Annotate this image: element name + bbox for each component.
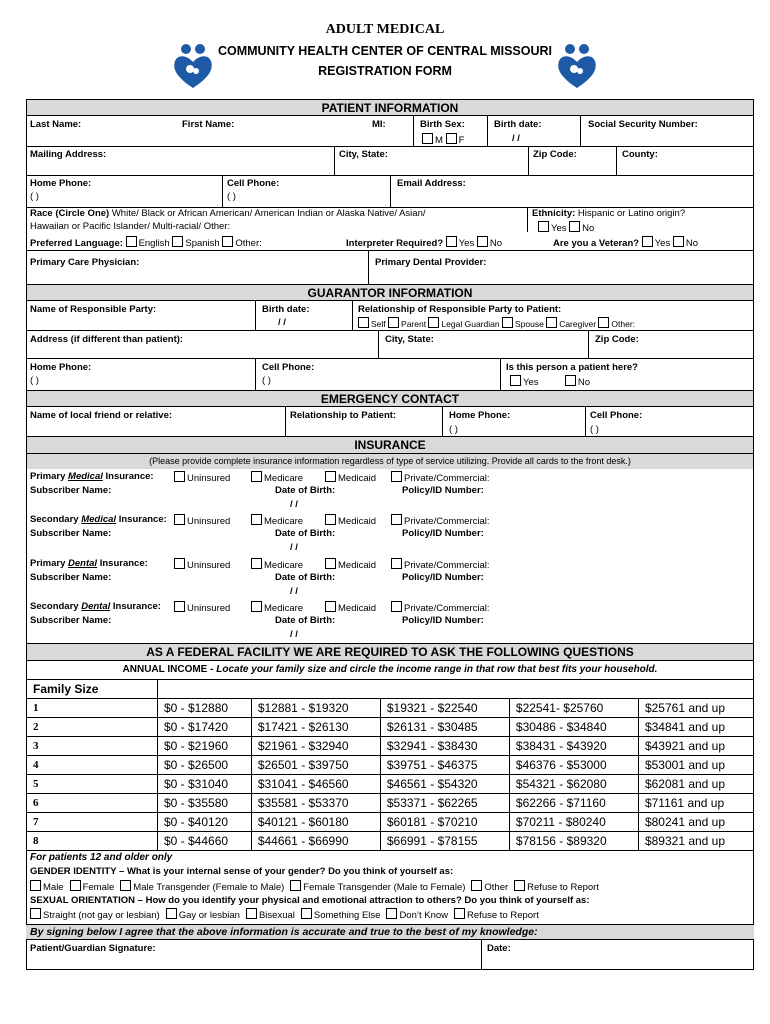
veteran-no-checkbox[interactable] xyxy=(673,236,684,247)
last-name-label: Last Name: xyxy=(30,119,82,130)
insurance-note: (Please provide complete insurance information regardless of type of service utilizing. Provide all cards to the front desk.) xyxy=(26,454,754,469)
signature-label: Patient/Guardian Signature: xyxy=(30,943,156,954)
veteran-yes-checkbox[interactable] xyxy=(642,236,653,247)
income-table xyxy=(26,679,754,851)
mi-label: MI: xyxy=(372,119,386,130)
family-size-cell: 5 xyxy=(27,775,158,794)
table-row xyxy=(27,794,754,813)
orientation-option[interactable]: Gay or lesbian xyxy=(166,910,240,921)
income-range-cell[interactable]: $60181 - $70210 xyxy=(380,813,509,832)
income-range-cell[interactable]: $40121 - $60180 xyxy=(251,813,380,832)
orientation-option[interactable]: Bisexual xyxy=(246,910,295,921)
medicare-option[interactable]: Medicare xyxy=(251,558,303,571)
rel-spouse-checkbox[interactable] xyxy=(502,317,513,328)
first-name-label: First Name: xyxy=(182,119,235,130)
ethnicity-options xyxy=(538,221,594,234)
family-size-cell: 7 xyxy=(27,813,158,832)
guarantor-zip-label: Zip Code: xyxy=(595,334,639,345)
annual-income-line xyxy=(26,661,754,679)
medicaid-checkbox[interactable] xyxy=(325,514,336,525)
patient-here-yes-checkbox[interactable] xyxy=(510,375,521,386)
private-option[interactable]: Private/Commercial: xyxy=(391,471,490,484)
gender-checkbox[interactable] xyxy=(120,880,131,891)
income-range-cell[interactable]: $80241 and up xyxy=(638,813,753,832)
income-range-cell[interactable]: $78156 - $89320 xyxy=(509,832,638,851)
income-range-cell[interactable]: $46561 - $54320 xyxy=(380,775,509,794)
interpreter-no-label: No xyxy=(489,238,503,249)
income-range-cell[interactable]: $12881 - $19320 xyxy=(251,699,380,718)
income-range-cell[interactable]: $22541- $25760 xyxy=(509,699,638,718)
rel-spouse-label: Spouse xyxy=(514,319,544,329)
language-line xyxy=(30,236,262,249)
gender-option[interactable]: Male Transgender (Female to Male) xyxy=(120,882,284,893)
veteran-label: Are you a Veteran? xyxy=(553,238,640,249)
gender-checkbox[interactable] xyxy=(70,880,81,891)
date-label: Date: xyxy=(487,943,511,954)
dob-label: Date of Birth: xyxy=(275,528,336,539)
org-name: COMMUNITY HEALTH CENTER OF CENTRAL MISSOURI xyxy=(217,44,553,58)
gender-question: GENDER IDENTITY – What is your internal sense of your gender? Do you think of yourself as: xyxy=(30,866,454,877)
income-range-cell[interactable]: $0 - $31040 xyxy=(158,775,252,794)
rel-self-checkbox[interactable] xyxy=(358,317,369,328)
table-row xyxy=(27,775,754,794)
section-federal-heading: AS A FEDERAL FACILITY WE ARE REQUIRED TO ASK THE FOLLOWING QUESTIONS xyxy=(26,643,754,661)
orientation-option[interactable]: Don’t Know xyxy=(386,910,448,921)
emergency-cell-paren: ( ) xyxy=(590,424,599,435)
signing-statement: By signing below I agree that the above information is accurate and true to the best of my knowledge: xyxy=(26,924,754,940)
gender-checkbox[interactable] xyxy=(471,880,482,891)
lang-spanish-label: Spanish xyxy=(185,238,220,249)
orientation-checkbox[interactable] xyxy=(30,908,41,919)
income-range-cell[interactable]: $32941 - $38430 xyxy=(380,737,509,756)
income-range-cell[interactable]: $53371 - $62265 xyxy=(380,794,509,813)
gender-options xyxy=(30,880,605,893)
income-range-cell[interactable]: $44661 - $66990 xyxy=(251,832,380,851)
guarantor-cell-paren: ( ) xyxy=(262,375,271,386)
relationship-label: Relationship of Responsible Party to Patient: xyxy=(358,304,562,315)
policy-label: Policy/ID Number: xyxy=(402,528,484,539)
rel-other-checkbox[interactable] xyxy=(598,317,609,328)
zip-label: Zip Code: xyxy=(533,149,577,160)
lang-english-checkbox[interactable] xyxy=(126,236,137,247)
uninsured-checkbox[interactable] xyxy=(174,558,185,569)
gender-checkbox[interactable] xyxy=(290,880,301,891)
form-title: ADULT MEDICAL xyxy=(325,22,445,37)
guarantor-address-label: Address (if different than patient): xyxy=(30,334,184,345)
family-size-cell: 2 xyxy=(27,718,158,737)
interpreter-yes-label: Yes xyxy=(458,238,475,249)
rel-other-label: Other: xyxy=(611,319,636,329)
home-phone-paren: ( ) xyxy=(30,191,39,202)
table-row xyxy=(27,699,754,718)
cell-phone-paren: ( ) xyxy=(227,191,236,202)
rel-guardian-checkbox[interactable] xyxy=(428,317,439,328)
private-option[interactable]: Private/Commercial: xyxy=(391,514,490,527)
ethnicity-yes-label: Yes xyxy=(551,223,567,234)
orientation-option[interactable]: Straight (not gay or lesbian) xyxy=(30,910,160,921)
dob-label: Date of Birth: xyxy=(275,485,336,496)
patient-here-no-label: No xyxy=(577,377,591,388)
table-row xyxy=(27,832,754,851)
income-range-cell[interactable]: $62081 and up xyxy=(638,775,753,794)
interpreter-no-checkbox[interactable] xyxy=(477,236,488,247)
orientation-checkbox[interactable] xyxy=(454,908,465,919)
medicaid-checkbox[interactable] xyxy=(325,558,336,569)
gender-checkbox[interactable] xyxy=(30,880,41,891)
emergency-cell-phone-label: Cell Phone: xyxy=(590,410,643,421)
dob-label: Date of Birth: xyxy=(275,615,336,626)
subscriber-label: Subscriber Name: xyxy=(30,572,112,583)
rel-parent-label: Parent xyxy=(401,319,427,329)
veteran-line xyxy=(553,236,698,249)
mailing-label: Mailing Address: xyxy=(30,149,107,160)
orientation-checkbox[interactable] xyxy=(386,908,397,919)
ssn-label: Social Security Number: xyxy=(588,119,698,130)
private-option[interactable]: Private/Commercial: xyxy=(391,601,490,614)
ethnicity-line xyxy=(532,208,685,219)
section-patient-heading: PATIENT INFORMATION xyxy=(26,99,754,116)
income-range-cell[interactable]: $54321 - $62080 xyxy=(509,775,638,794)
sex-m-label: M xyxy=(435,135,443,146)
medicaid-option[interactable]: Medicaid xyxy=(325,601,376,614)
rel-guardian-label: Legal Guardian xyxy=(441,319,500,329)
medicaid-option[interactable]: Medicaid xyxy=(325,471,376,484)
interpreter-line xyxy=(346,236,502,249)
uninsured-option[interactable]: Uninsured xyxy=(174,471,230,484)
interpreter-yes-checkbox[interactable] xyxy=(446,236,457,247)
income-range-cell[interactable]: $19321 - $22540 xyxy=(380,699,509,718)
subscriber-label: Subscriber Name: xyxy=(30,615,112,626)
family-size-cell: 8 xyxy=(27,832,158,851)
income-range-cell[interactable]: $89321 and up xyxy=(638,832,753,851)
family-size-cell: 1 xyxy=(27,699,158,718)
insurance-type-label: Primary Dental Insurance: xyxy=(30,558,148,569)
patient-here-label: Is this person a patient here? xyxy=(506,362,638,373)
income-range-cell[interactable]: $21961 - $32940 xyxy=(251,737,380,756)
income-range-cell[interactable]: $70211 - $80240 xyxy=(509,813,638,832)
lang-english-label: English xyxy=(138,238,170,249)
medicare-checkbox[interactable] xyxy=(251,514,262,525)
income-range-cell[interactable]: $53001 and up xyxy=(638,756,753,775)
dob-label: Date of Birth: xyxy=(275,572,336,583)
gender-option[interactable]: Female Transgender (Male to Female) xyxy=(290,882,465,893)
private-checkbox[interactable] xyxy=(391,601,402,612)
orientation-checkbox[interactable] xyxy=(301,908,312,919)
medicare-option[interactable]: Medicare xyxy=(251,471,303,484)
guarantor-home-phone-label: Home Phone: xyxy=(30,362,92,373)
race-options-2: Hawaiian or Pacific Islander/ Multi-racial/ Other: xyxy=(30,221,231,232)
guarantor-cell-phone-label: Cell Phone: xyxy=(262,362,315,373)
insurance-type-label: Secondary Dental Insurance: xyxy=(30,601,161,612)
form-subtitle: REGISTRATION FORM xyxy=(318,64,452,78)
pcp-label: Primary Care Physician: xyxy=(30,257,140,268)
income-range-cell[interactable]: $0 - $35580 xyxy=(158,794,252,813)
gender-option[interactable]: Refuse to Report xyxy=(514,882,599,893)
income-range-cell[interactable]: $43921 and up xyxy=(638,737,753,756)
orientation-option[interactable]: Refuse to Report xyxy=(454,910,539,921)
interpreter-label: Interpreter Required? xyxy=(346,238,444,249)
gender-checkbox[interactable] xyxy=(514,880,525,891)
ethnicity-question: Hispanic or Latino origin? xyxy=(577,208,686,219)
sex-f-checkbox[interactable] xyxy=(446,133,457,144)
patient-here-yes-label: Yes xyxy=(523,377,539,388)
lang-other-checkbox[interactable] xyxy=(222,236,233,247)
county-label: County: xyxy=(622,149,658,160)
income-range-cell[interactable]: $0 - $17420 xyxy=(158,718,252,737)
uninsured-option[interactable]: Uninsured xyxy=(174,601,230,614)
private-checkbox[interactable] xyxy=(391,471,402,482)
uninsured-checkbox[interactable] xyxy=(174,601,185,612)
lang-other-label: Other: xyxy=(235,238,262,249)
emergency-home-paren: ( ) xyxy=(449,424,458,435)
income-range-cell[interactable]: $26501 - $39750 xyxy=(251,756,380,775)
city-state-label: City, State: xyxy=(339,149,388,160)
local-friend-label: Name of local friend or relative: xyxy=(30,410,173,421)
lang-spanish-checkbox[interactable] xyxy=(172,236,183,247)
ethnicity-label: Ethnicity: xyxy=(532,208,576,219)
gender-option[interactable]: Female xyxy=(70,882,115,893)
orientation-option[interactable]: Something Else xyxy=(301,910,381,921)
family-size-cell: 3 xyxy=(27,737,158,756)
income-range-cell[interactable]: $66991 - $78155 xyxy=(380,832,509,851)
income-range-cell[interactable]: $0 - $12880 xyxy=(158,699,252,718)
annual-income-label: ANNUAL INCOME - xyxy=(122,664,214,675)
sex-f-label: F xyxy=(458,135,465,146)
table-row xyxy=(27,737,754,756)
income-range-cell[interactable]: $26131 - $30485 xyxy=(380,718,509,737)
table-row xyxy=(27,718,754,737)
private-checkbox[interactable] xyxy=(391,558,402,569)
orientation-question: SEXUAL ORIENTATION – How do you identify your physical and emotional attraction to others? Do you think of yourself as: xyxy=(30,895,590,906)
subscriber-label: Subscriber Name: xyxy=(30,485,112,496)
uninsured-option[interactable]: Uninsured xyxy=(174,558,230,571)
section-guarantor-heading: GUARANTOR INFORMATION xyxy=(26,284,754,301)
ethnicity-no-label: No xyxy=(582,223,595,234)
veteran-yes-label: Yes xyxy=(654,238,671,249)
table-row xyxy=(27,813,754,832)
medicare-checkbox[interactable] xyxy=(251,558,262,569)
income-range-cell[interactable]: $25761 and up xyxy=(638,699,753,718)
rel-parent-checkbox[interactable] xyxy=(388,317,399,328)
family-size-header: Family Size xyxy=(27,680,158,699)
cell-phone-label: Cell Phone: xyxy=(227,178,280,189)
policy-label: Policy/ID Number: xyxy=(402,615,484,626)
guarantor-home-paren: ( ) xyxy=(30,375,39,386)
income-range-cell[interactable]: $0 - $44660 xyxy=(158,832,252,851)
ethnicity-yes-checkbox[interactable] xyxy=(538,221,549,232)
guarantor-birth-slashes: / / xyxy=(278,317,286,328)
birth-date-slashes: / / xyxy=(512,133,520,144)
race-label: Race (Circle One) xyxy=(30,208,110,219)
private-checkbox[interactable] xyxy=(391,514,402,525)
family-size-cell: 4 xyxy=(27,756,158,775)
section-insurance-heading: INSURANCE xyxy=(26,436,754,454)
dob-slashes: / / xyxy=(290,629,298,640)
section-emergency-heading: EMERGENCY CONTACT xyxy=(26,390,754,407)
private-option[interactable]: Private/Commercial: xyxy=(391,558,490,571)
patient-here-options xyxy=(510,375,590,388)
medicaid-option[interactable]: Medicaid xyxy=(325,558,376,571)
sex-options[interactable] xyxy=(422,133,464,146)
email-label: Email Address: xyxy=(397,178,466,189)
sex-m-checkbox[interactable] xyxy=(422,133,433,144)
income-range-cell[interactable]: $17421 - $26130 xyxy=(251,718,380,737)
race-options: White/ Black or African American/ American Indian or Alaska Native/ Asian/ xyxy=(111,208,426,219)
income-range-cell[interactable]: $34841 and up xyxy=(638,718,753,737)
uninsured-checkbox[interactable] xyxy=(174,471,185,482)
gender-option[interactable]: Male xyxy=(30,882,64,893)
uninsured-option[interactable]: Uninsured xyxy=(174,514,230,527)
medicare-option[interactable]: Medicare xyxy=(251,601,303,614)
policy-label: Policy/ID Number: xyxy=(402,572,484,583)
responsible-party-label: Name of Responsible Party: xyxy=(30,304,157,315)
income-range-cell[interactable]: $30486 - $34840 xyxy=(509,718,638,737)
rel-self-label: Self xyxy=(371,319,386,329)
uninsured-checkbox[interactable] xyxy=(174,514,185,525)
veteran-no-label: No xyxy=(685,238,698,249)
dob-slashes: / / xyxy=(290,586,298,597)
medicare-option[interactable]: Medicare xyxy=(251,514,303,527)
home-phone-label: Home Phone: xyxy=(30,178,92,189)
income-range-cell[interactable]: $0 - $40120 xyxy=(158,813,252,832)
guarantor-city-label: City, State: xyxy=(385,334,434,345)
ethnicity-no-checkbox[interactable] xyxy=(569,221,580,232)
dob-slashes: / / xyxy=(290,499,298,510)
medicaid-checkbox[interactable] xyxy=(325,471,336,482)
insurance-type-label: Secondary Medical Insurance: xyxy=(30,514,167,525)
medicaid-checkbox[interactable] xyxy=(325,601,336,612)
medicare-checkbox[interactable] xyxy=(251,601,262,612)
income-range-cell[interactable]: $39751 - $46375 xyxy=(380,756,509,775)
annual-income-note: Locate your family size and circle the income range in that row that best fits your household. xyxy=(216,664,658,675)
patient-here-no-checkbox[interactable] xyxy=(565,375,576,386)
patients-12-note: For patients 12 and older only xyxy=(30,852,173,863)
income-range-cell[interactable]: $0 - $21960 xyxy=(158,737,252,756)
birth-date-label: Birth date: xyxy=(494,119,542,130)
race-line xyxy=(30,208,426,219)
orientation-checkbox[interactable] xyxy=(166,908,177,919)
orientation-checkbox[interactable] xyxy=(246,908,257,919)
insurance-type-label: Primary Medical Insurance: xyxy=(30,471,154,482)
orientation-options xyxy=(30,908,545,921)
emergency-relationship-label: Relationship to Patient: xyxy=(290,410,397,421)
medicaid-option[interactable]: Medicaid xyxy=(325,514,376,527)
pref-lang-label: Preferred Language: xyxy=(30,238,123,249)
policy-label: Policy/ID Number: xyxy=(402,485,484,496)
dob-slashes: / / xyxy=(290,542,298,553)
income-range-cell[interactable]: $0 - $26500 xyxy=(158,756,252,775)
table-row xyxy=(27,680,754,699)
guarantor-birth-date-label: Birth date: xyxy=(262,304,310,315)
table-row xyxy=(27,756,754,775)
income-range-cell[interactable]: $46376 - $53000 xyxy=(509,756,638,775)
income-range-cell[interactable]: $62266 - $71160 xyxy=(509,794,638,813)
rel-caregiver-label: Caregiver xyxy=(559,319,597,329)
rel-caregiver-checkbox[interactable] xyxy=(546,317,557,328)
birth-sex-label: Birth Sex: xyxy=(420,119,465,130)
family-size-cell: 6 xyxy=(27,794,158,813)
income-range-cell[interactable]: $31041 - $46560 xyxy=(251,775,380,794)
income-range-cell[interactable]: $35581 - $53370 xyxy=(251,794,380,813)
emergency-home-phone-label: Home Phone: xyxy=(449,410,511,421)
income-range-cell[interactable]: $71161 and up xyxy=(638,794,753,813)
dental-provider-label: Primary Dental Provider: xyxy=(375,257,487,268)
subscriber-label: Subscriber Name: xyxy=(30,528,112,539)
medicare-checkbox[interactable] xyxy=(251,471,262,482)
income-range-cell[interactable]: $38431 - $43920 xyxy=(509,737,638,756)
gender-option[interactable]: Other xyxy=(471,882,508,893)
relationship-options xyxy=(358,317,635,329)
